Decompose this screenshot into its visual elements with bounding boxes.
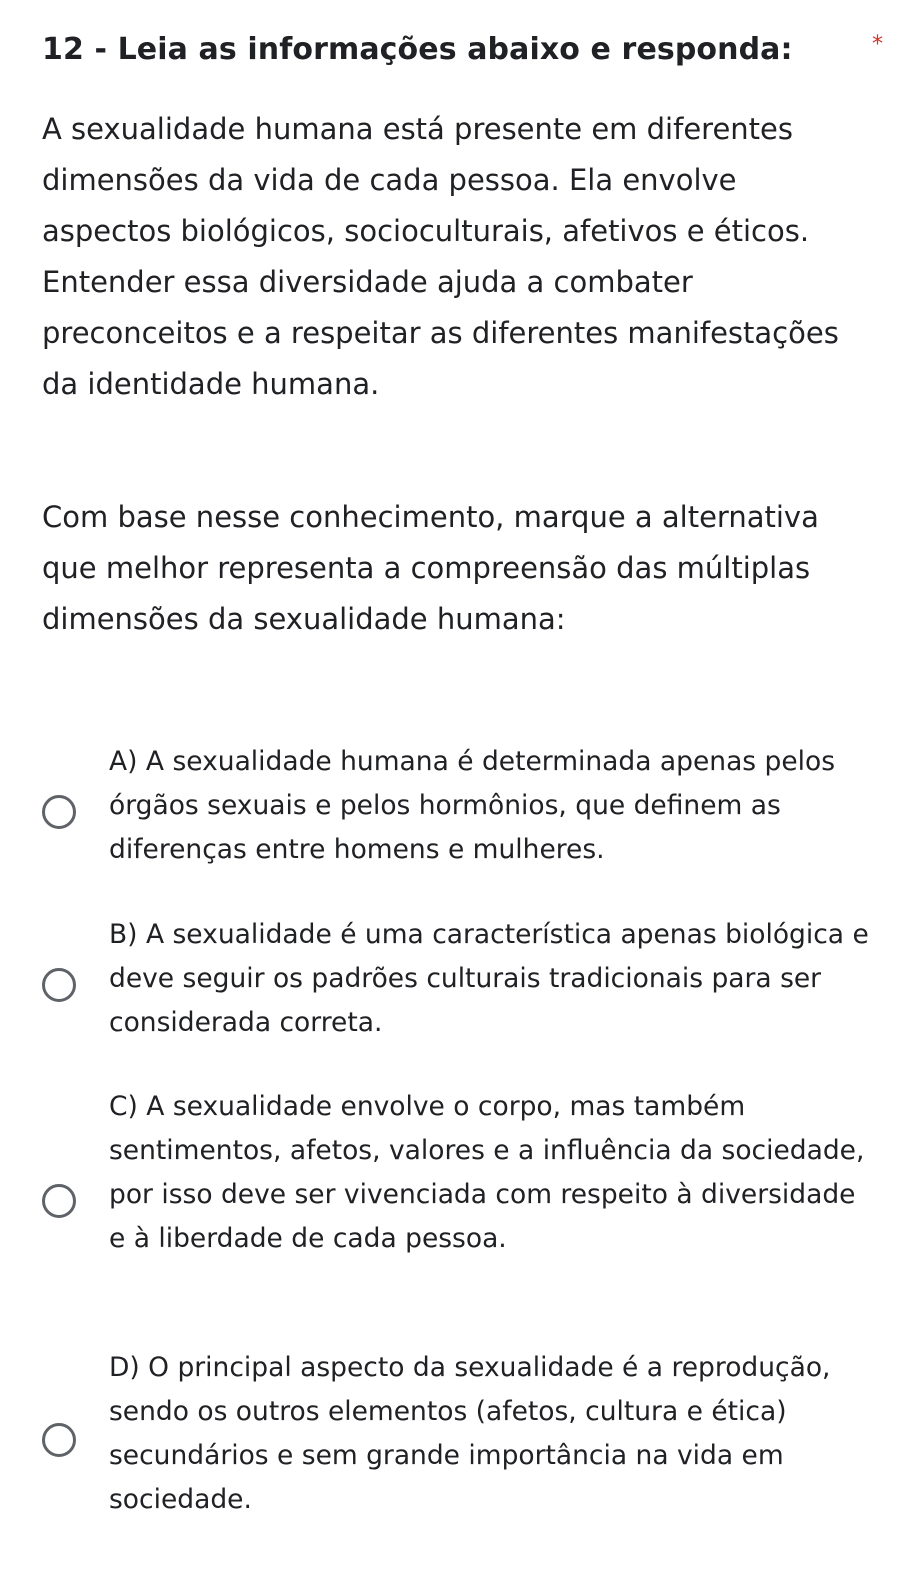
radio-button-a[interactable]: [42, 795, 76, 829]
question-title: 12 - Leia as informações abaixo e responda:: [42, 32, 793, 67]
option-a-label[interactable]: A) A sexualidade humana é determinada apenas pelos órgãos sexuais e pelos hormônios, que definem as diferenças entre homens e mulheres.: [109, 746, 836, 865]
question-intro: A sexualidade humana está presente em diferentes dimensões da vida de cada pessoa. Ela envolve aspectos biológicos, socioculturais, afetivos e éticos. Entender essa diversidade ajuda a combater preconceitos e a respeitar as diferentes manifestações da identidade humana.: [42, 112, 839, 401]
question-prompt: Com base nesse conhecimento, marque a alternativa que melhor representa a compreensão das múltiplas dimensões da sexualidade humana:: [42, 500, 819, 636]
radio-button-d[interactable]: [42, 1423, 76, 1457]
radio-button-c[interactable]: [42, 1184, 76, 1218]
option-b-label[interactable]: B) A sexualidade é uma característica apenas biológica e deve seguir os padrões culturais tradicionais para ser considerada correta.: [109, 919, 869, 1038]
radio-button-b[interactable]: [42, 968, 76, 1002]
required-marker: *: [872, 32, 883, 57]
option-c-label[interactable]: C) A sexualidade envolve o corpo, mas também sentimentos, afetos, valores e a influência da sociedade, por isso deve ser vivenciada com respeito à diversidade e à liberdade de cada pessoa.: [109, 1091, 865, 1254]
option-d-label[interactable]: D) O principal aspecto da sexualidade é a reprodução, sendo os outros elementos (afetos, cultura e ética) secundários e sem grande importância na vida em sociedade.: [109, 1352, 831, 1515]
